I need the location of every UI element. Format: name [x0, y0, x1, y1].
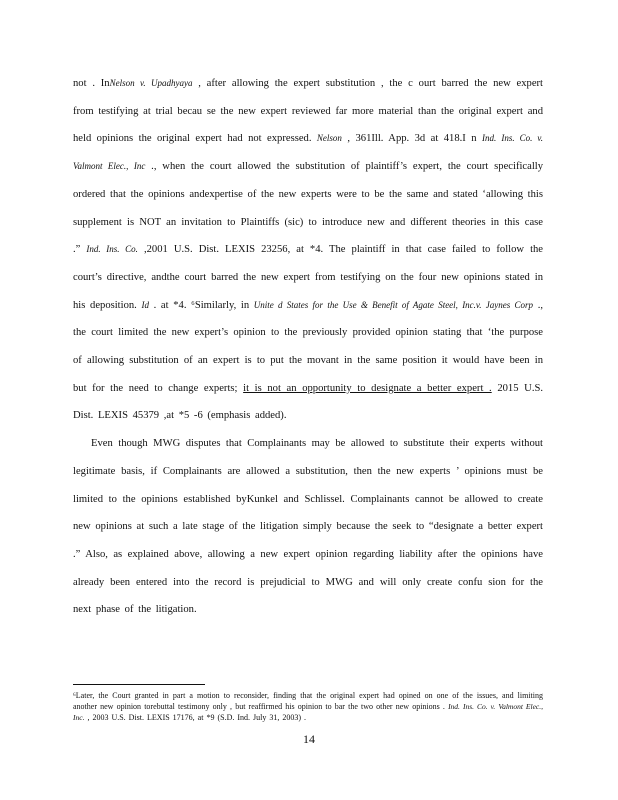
case-citation: Nelson: [316, 133, 342, 144]
body-text: [73, 70, 543, 624]
case-citation: Ind. Ins. Co. v. Valmont Elec., Inc.: [73, 702, 543, 722]
text-run: . at *4. ⁶Similarly, in: [148, 299, 254, 311]
text-run: ,2001 U.S. Dist. LEXIS 23256, at *4. The plaintiff in that case failed to follow the court’s directive, andthe court barred the new expert from testifying on the four new opinions stated in his deposition.: [73, 244, 544, 311]
text-run: 2015 U.S. Dist. LEXIS 45379 ,at *5 -6 (emphasis added).: [73, 382, 544, 422]
case-citation: Ind. Ins. Co. v. Valmont Elec., Inc: [73, 133, 544, 172]
text-run: , after allowing the expert substitution , the c ourt barred the new expert from testifying at trial becau se the new expert reviewed far more material than the original expert and held opinions the original expert had not expressed.: [73, 78, 543, 145]
footnote: [73, 690, 543, 723]
text-run: ⁶Later, the Court granted in part a motion to reconsider, finding that the original expert had opined on one of the issues, and limiting another new opinion torebuttal testimony only , but reaffirmed his opinion to bar the two other new opinions .: [73, 691, 543, 711]
page-number: 14: [303, 732, 315, 746]
text-run: ., the court limited the new expert’s opinion to the previously provided opinion stating that ‘the purpose of allowing substitution of an expert is to put the movant in the same position it would have been in but for the need to change experts;: [73, 299, 543, 394]
text-run: , 361Ill. App. 3d at 418.I n: [341, 133, 483, 145]
footnote-separator: [73, 684, 205, 685]
text-run: not . In: [73, 78, 110, 89]
paragraph-2: Even though MWG disputes that Complainants may be allowed to substitute their experts without legitimate basis, if Complainants are allowed a substitution, then the new experts ’ opinions must be limited to the opinions established byKunkel and Schlissel. Complainants cannot be allowed to create new opinions at such a late stage of the litigation simply because the seek to “designate a better expert .” Also, as explained above, allowing a new expert opinion regarding liability after the opinions have already been entered into the record is prejudicial to MWG and will only create confu sion for the next phase of the litigation.: [73, 438, 543, 616]
case-citation: Nelson v. Upadhyaya: [109, 78, 193, 88]
text-run: , 2003 U.S. Dist. LEXIS 17176, at *9 (S.D. Ind. July 31, 2003) .: [84, 713, 307, 722]
case-citation: Ind. Ins. Co.: [86, 244, 138, 255]
footnote-text: [73, 690, 543, 723]
text-run: ., when the court allowed the substitution of plaintiff’s expert, the court specifically ordered that the opinions andexpertise of the new experts were to be the same and stated ‘allowing this supplement is NOT an invitation to Plaintiffs (sic) to introduce new and different theories in this case .”: [73, 161, 543, 256]
paragraph-1: [73, 70, 543, 430]
underlined-quote: it is not an opportunity to designate a better expert .: [243, 382, 492, 394]
case-citation: Id: [141, 299, 149, 310]
case-citation: Unite d States for the Use & Benefit of Agate Steel, Inc.v. Jaynes Corp: [253, 299, 534, 310]
